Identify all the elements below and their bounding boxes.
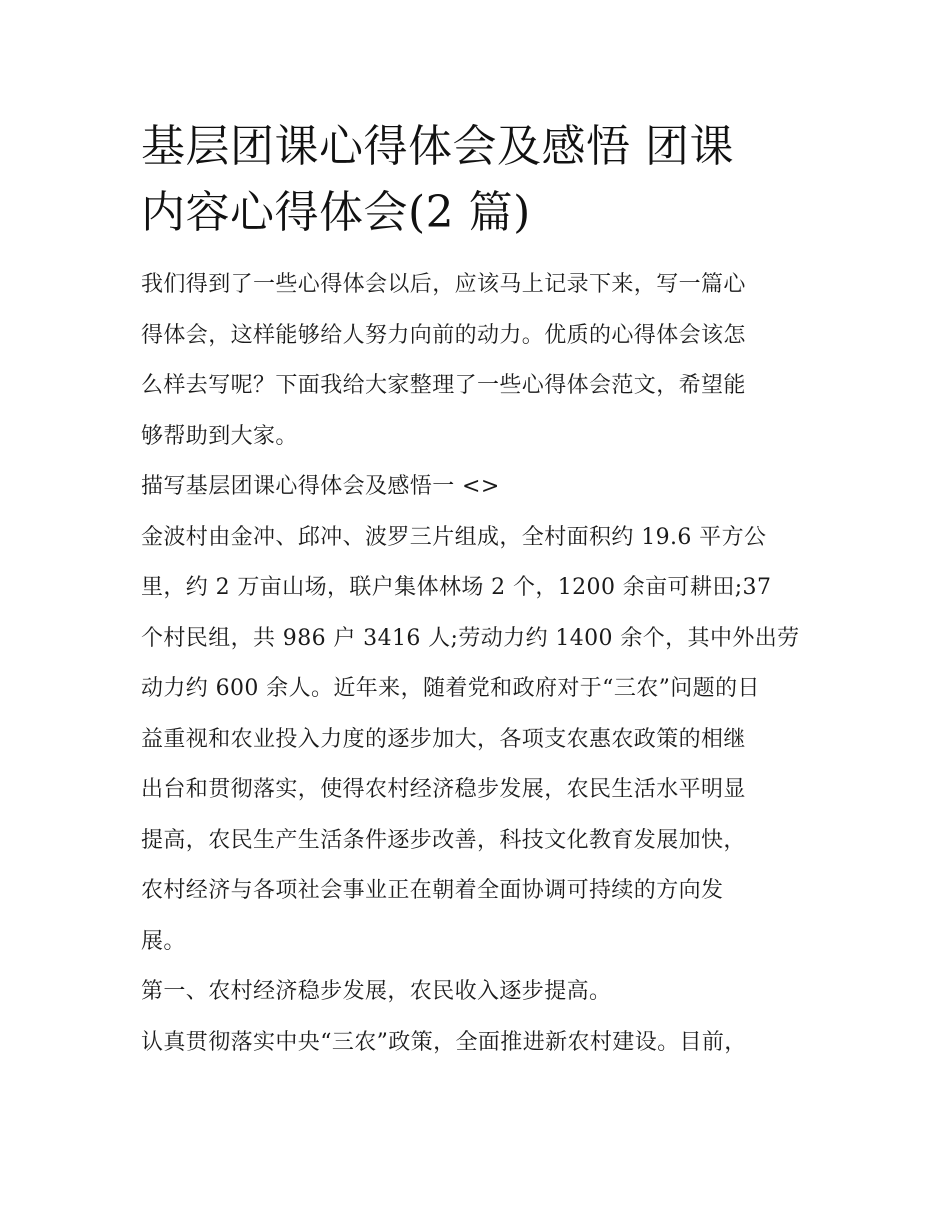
text-line: 够帮助到大家。 <box>141 423 298 449</box>
text-line: 农村经济与各项社会事业正在朝着全面协调可持续的方向发 <box>141 878 724 903</box>
text-line: 我们得到了一些心得体会以后，应该马上记录下来，写一篇心 <box>141 272 746 297</box>
policy-paragraph <box>141 1018 813 1069</box>
text-line: 第一、农村经济稳步发展，农民收入逐步提高。 <box>141 979 612 1004</box>
title-line: 内容心得体会(2 篇) <box>141 187 531 238</box>
text-line: 展。 <box>141 928 186 954</box>
document-title <box>141 114 813 246</box>
text-line: 出台和贯彻落实，使得农村经济稳步发展，农民生活水平明显 <box>141 777 746 802</box>
text-line: 动力约 600 余人。近年来，随着党和政府对于“三农”问题的日 <box>141 676 760 701</box>
document-content <box>141 114 813 1068</box>
text-line: 里，约 2 万亩山场，联户集体林场 2 个，1200 余亩可耕田;37 <box>141 575 772 600</box>
text-line: 个村民组，共 986 户 3416 人;劳动力约 1400 余个，其中外出劳 <box>141 625 800 651</box>
text-line: 认真贯彻落实中央“三农”政策，全面推进新农村建设。目前， <box>141 1029 747 1055</box>
intro-paragraph <box>141 260 813 462</box>
subsection-heading <box>141 967 813 1018</box>
text-line: 提高，农民生产生活条件逐步改善，科技文化教育发展加快， <box>141 827 746 853</box>
text-line: 得体会，这样能够给人努力向前的动力。优质的心得体会该怎 <box>141 322 746 348</box>
text-line: 描写基层团课心得体会及感悟一 <> <box>141 474 500 499</box>
section-heading <box>141 462 813 513</box>
village-overview-paragraph <box>141 513 813 968</box>
title-line: 基层团课心得体会及感悟 团课 <box>141 121 734 172</box>
text-line: 益重视和农业投入力度的逐步加大，各项支农惠农政策的相继 <box>141 726 746 752</box>
document-body <box>141 260 813 1068</box>
text-line: 么样去写呢？下面我给大家整理了一些心得体会范文，希望能 <box>141 373 746 398</box>
text-line: 金波村由金冲、邱冲、波罗三片组成，全村面积约 19.6 平方公 <box>141 524 767 550</box>
